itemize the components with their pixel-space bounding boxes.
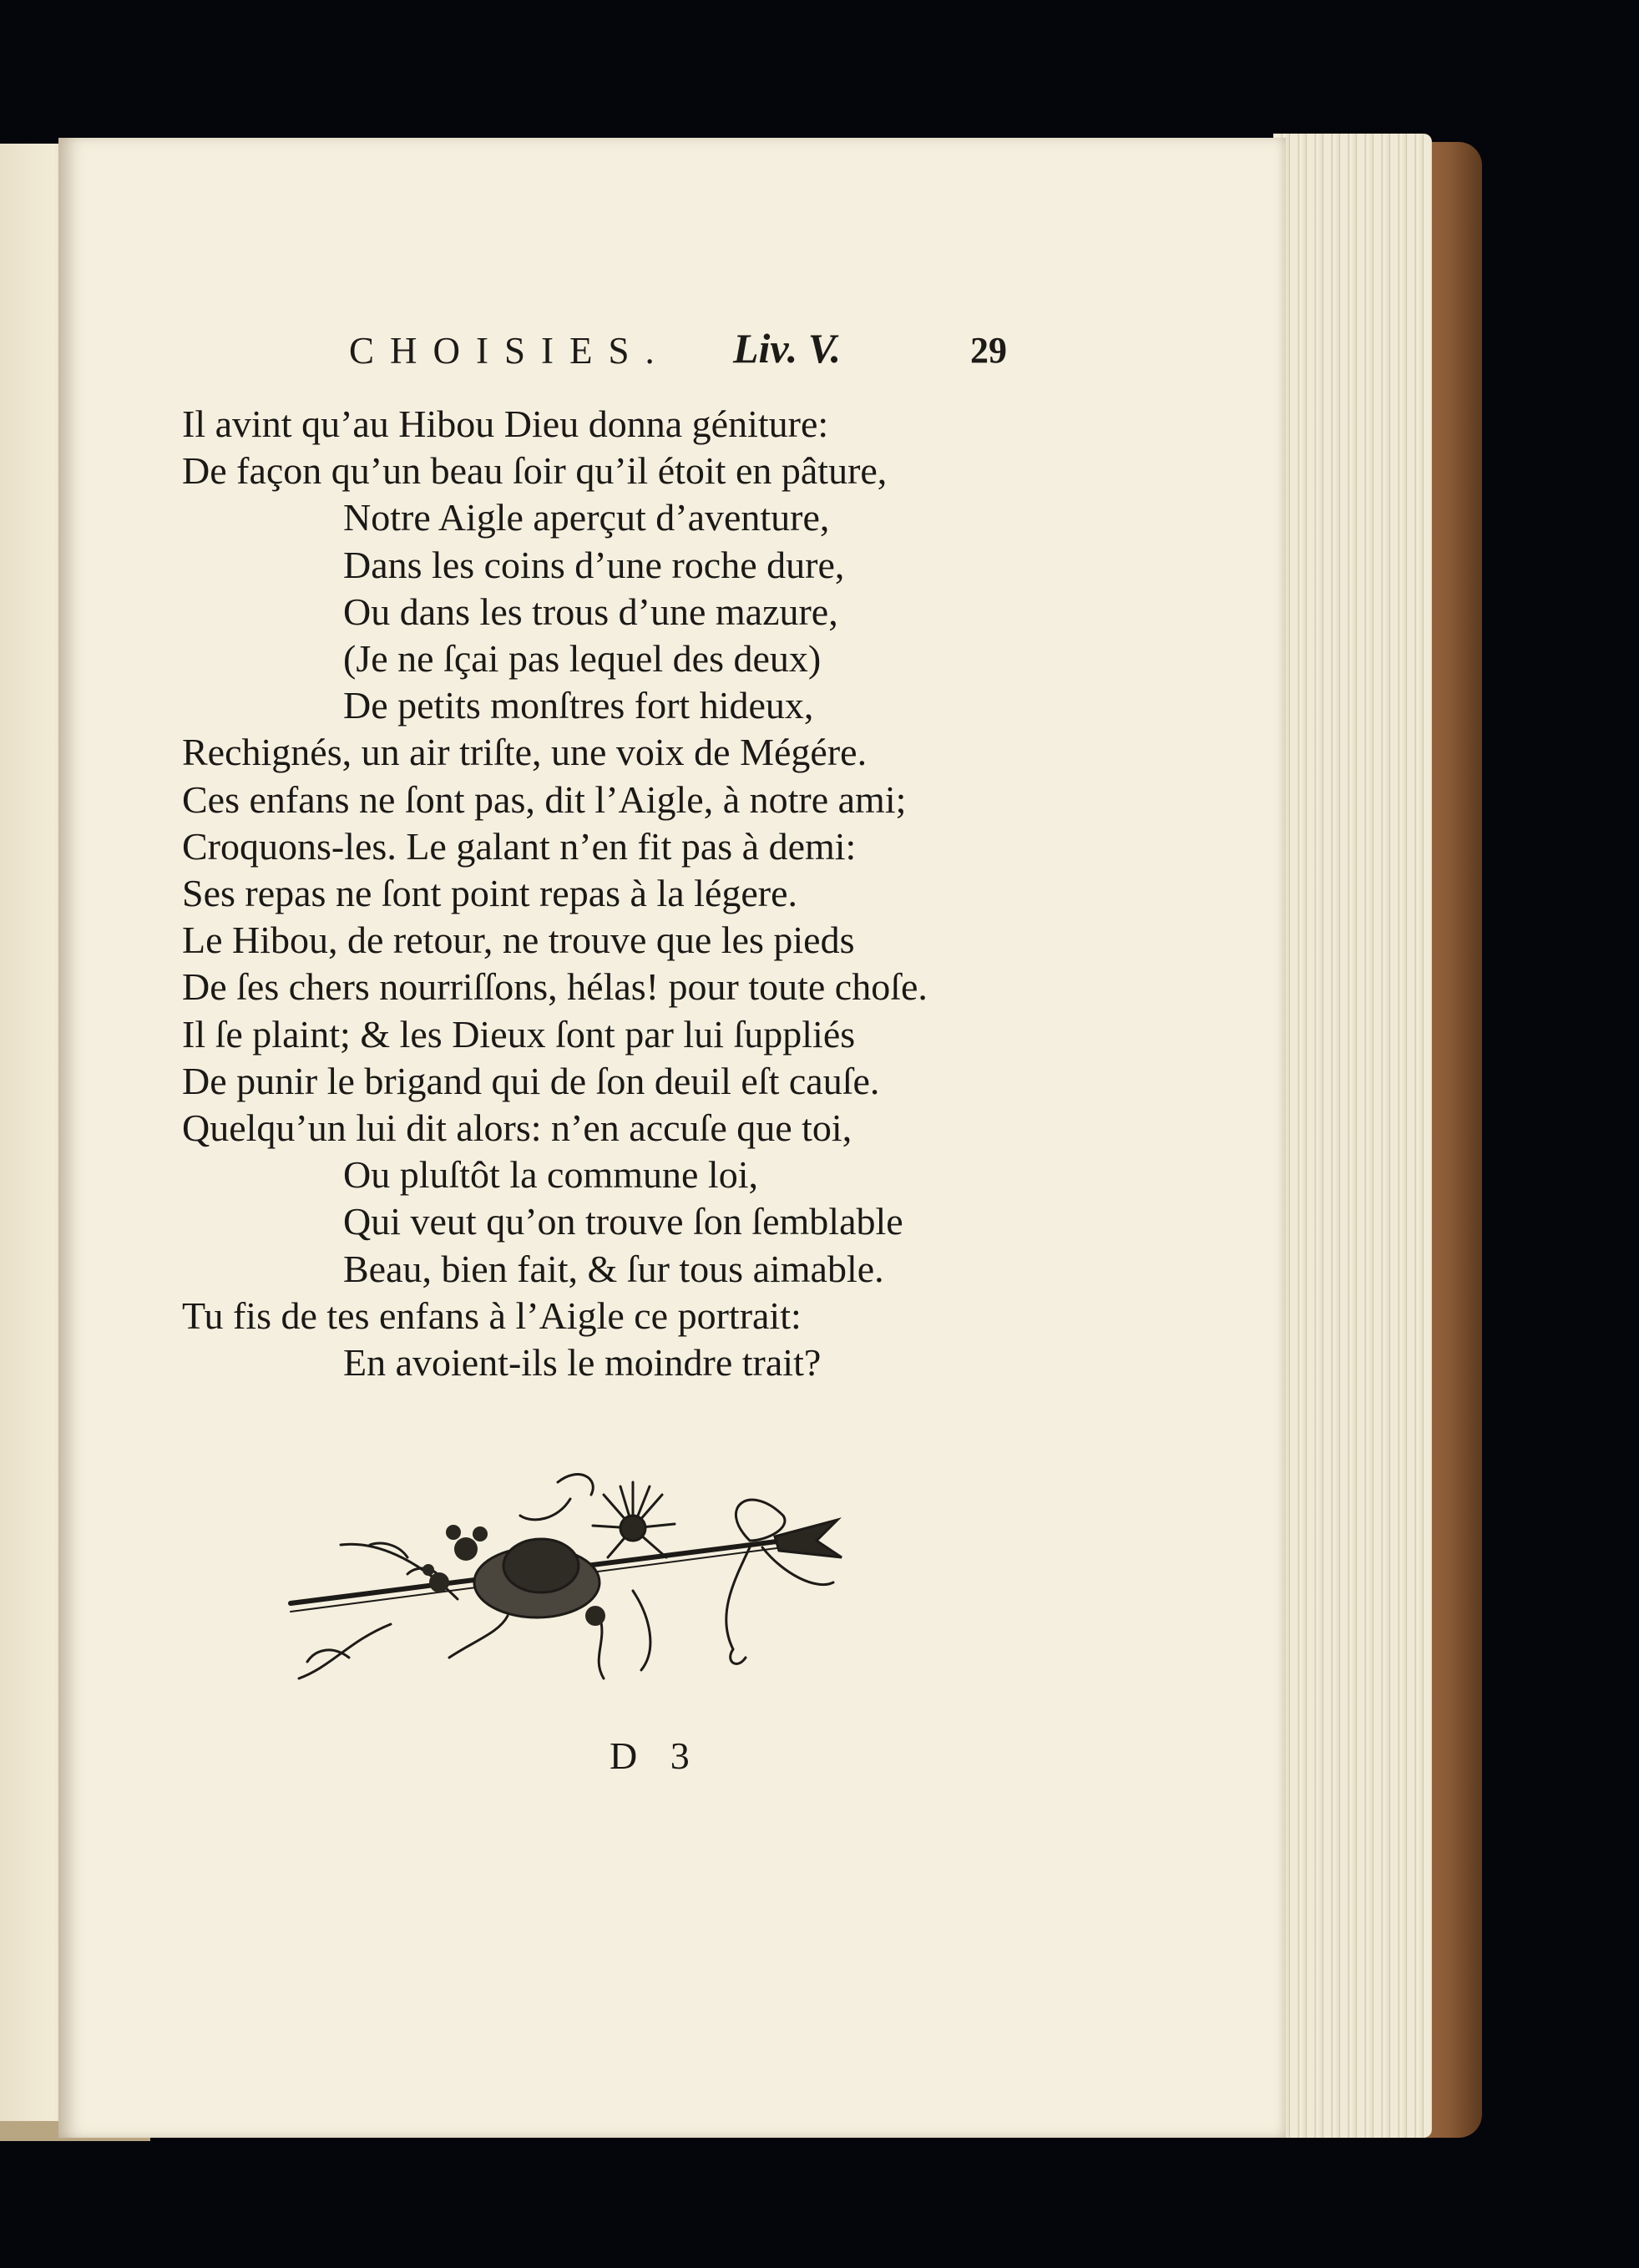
verse-line: Qui veut qu’on trouve ſon ſemblable <box>343 1200 903 1243</box>
signature-mark: D 3 <box>610 1734 701 1777</box>
verse-line: Croquons-les. Le galant n’en fit pas à demi: <box>182 824 857 868</box>
verse-line: Notre Aigle aperçut d’aventure, <box>343 496 830 539</box>
verse-line: De punir le brigand qui de ſon deuil eſt cauſe. <box>182 1059 880 1102</box>
verse-line: Le Hibou, de retour, ne trouve que les pieds <box>182 919 855 962</box>
verse-line: (Je ne ſçai pas lequel des deux) <box>343 637 822 680</box>
verse-line: De petits monſtres fort hideux, <box>343 684 814 727</box>
verse-line: Ou dans les trous d’une mazure, <box>343 590 838 633</box>
book-reference: Liv. V. <box>733 325 842 372</box>
verse-line: Ces enfans ne ſont pas, dit l’Aigle, à notre ami; <box>182 777 907 821</box>
page-edges <box>1273 134 1432 2138</box>
verse-line: Quelqu’un lui dit alors: n’en accuſe que toi, <box>182 1106 852 1149</box>
verse-line: Ou pluſtôt la commune loi, <box>343 1153 758 1197</box>
page-number: 29 <box>970 330 1007 371</box>
running-title: CHOISIES. <box>349 330 670 372</box>
verse-line: De ſes chers nourriſſons, hélas! pour toute choſe. <box>182 965 928 1009</box>
verse-line: En avoient-ils le moindre trait? <box>343 1341 822 1384</box>
verse-line: Dans les coins d’une roche dure, <box>343 543 845 586</box>
verse-line: Il avint qu’au Hibou Dieu donna géniture: <box>182 402 829 445</box>
verse-line: Tu fis de tes enfans à l’Aigle ce portrait: <box>182 1293 802 1337</box>
running-header <box>0 324 1639 382</box>
floral-tailpiece-icon <box>282 1449 925 1699</box>
verse-line: Ses repas ne ſont point repas à la légere. <box>182 872 798 914</box>
verse-line: Beau, bien fait, & ſur tous aimable. <box>343 1247 884 1290</box>
verse-line: Rechignés, un air triſte, une voix de Mégére. <box>182 731 868 774</box>
verse-line: Il ſe plaint; & les Dieux ſont par lui ſuppliés <box>182 1012 856 1056</box>
verse-line: De façon qu’un beau ſoir qu’il étoit en pâture, <box>182 449 888 493</box>
